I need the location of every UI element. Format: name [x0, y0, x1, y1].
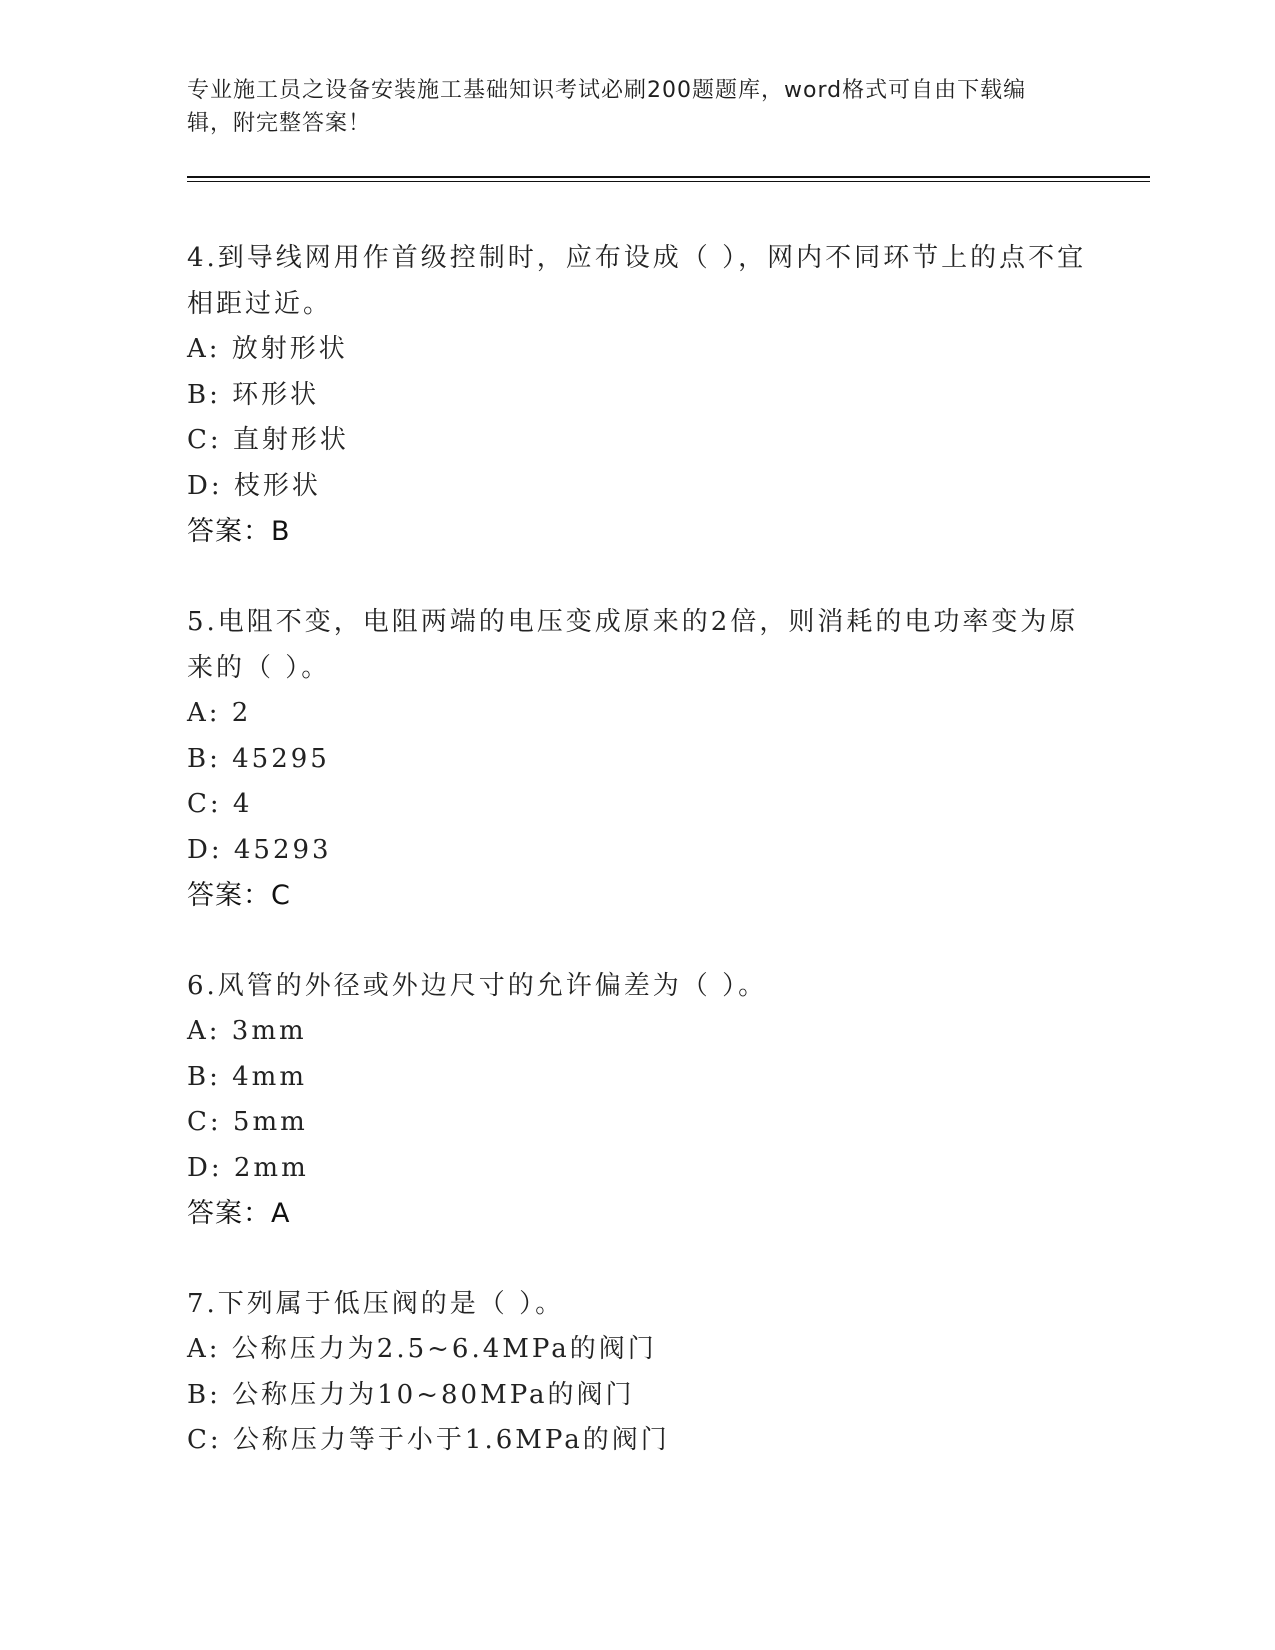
option-d: D: 枝形状	[187, 470, 321, 501]
option-c: C: 4	[187, 789, 253, 819]
option-c: C: 公称压力等于小于1.6MPa的阀门	[187, 1425, 670, 1455]
option-d: D: 2mm	[187, 1152, 309, 1183]
option-a: A: 公称压力为2.5~6.4MPa的阀门	[187, 1334, 657, 1364]
question-4	[187, 235, 1087, 555]
option-b: B: 4mm	[187, 1061, 307, 1092]
question-text: 7.下列属于低压阀的是（ ）。	[187, 1289, 565, 1319]
question-text: 6.风管的外径或外边尺寸的允许偏差为（ ）。	[187, 971, 768, 1001]
option-a: A: 2	[187, 698, 252, 728]
header-divider-thin	[187, 181, 1150, 182]
question-text: 4.到导线网用作首级控制时，应布设成（ ），网内不同环节上的点不宜相距过近。	[187, 243, 1087, 319]
option-b: B: 环形状	[187, 379, 320, 410]
answer-label: 答案：C	[187, 880, 291, 911]
answer-label: 答案：A	[187, 1198, 291, 1229]
question-text: 5.电阻不变，电阻两端的电压变成原来的2倍，则消耗的电功率变为原来的（ ）。	[187, 607, 1079, 683]
option-d: D: 45293	[187, 834, 332, 865]
question-5	[187, 599, 1087, 919]
option-a: A: 3mm	[187, 1016, 307, 1046]
answer-label: 答案：B	[187, 516, 291, 547]
option-a: A: 放射形状	[187, 334, 348, 364]
header-divider-thick	[187, 176, 1150, 178]
option-c: C: 5mm	[187, 1107, 308, 1137]
questions-list	[187, 235, 1087, 1508]
option-c: C: 直射形状	[187, 425, 349, 455]
option-b: B: 45295	[187, 743, 330, 774]
document-header: 专业施工员之设备安装施工基础知识考试必刷200题题库，word格式可自由下载编辑，附完整答案！	[187, 78, 1027, 136]
option-b: B: 公称压力为10~80MPa的阀门	[187, 1379, 635, 1410]
question-7	[187, 1281, 1087, 1464]
question-6	[187, 963, 1087, 1237]
